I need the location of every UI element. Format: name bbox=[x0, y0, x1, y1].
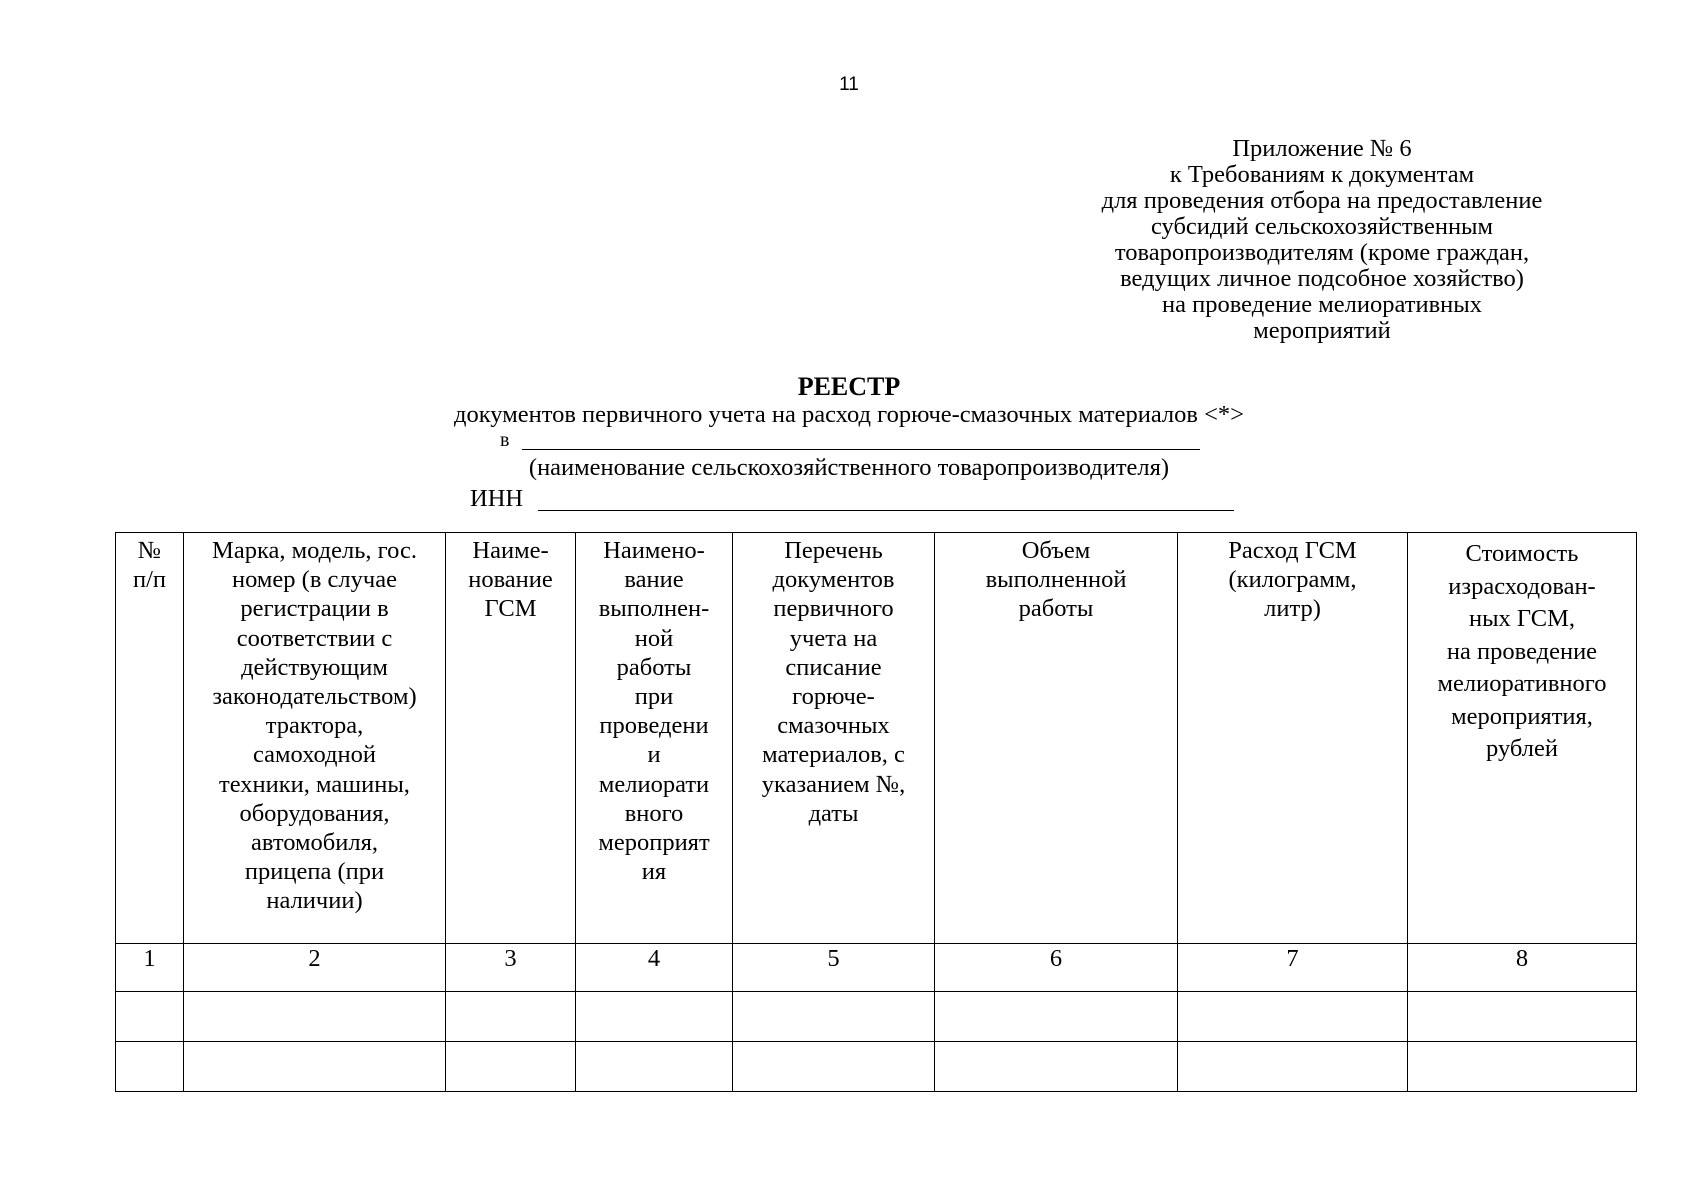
header-cell-documents: Перечень документов первичного учета на списание горюче- смазочных материалов, с указанием №, даты bbox=[733, 533, 935, 944]
empty-cell[interactable] bbox=[184, 1042, 446, 1092]
header-cell-number: № п/п bbox=[116, 533, 184, 944]
empty-cell[interactable] bbox=[576, 1042, 733, 1092]
empty-cell[interactable] bbox=[1178, 992, 1408, 1042]
header-cell-fuel-consumption: Расход ГСМ (килограмм, литр) bbox=[1178, 533, 1408, 944]
appendix-line: ведущих личное подсобное хозяйство) bbox=[1120, 265, 1524, 292]
empty-cell[interactable] bbox=[184, 992, 446, 1042]
empty-cell[interactable] bbox=[446, 992, 576, 1042]
column-number: 7 bbox=[1178, 944, 1408, 992]
appendix-note bbox=[1066, 136, 1578, 344]
table-header-row bbox=[116, 533, 1637, 944]
column-number: 4 bbox=[576, 944, 733, 992]
organization-line bbox=[500, 428, 509, 452]
inn-label: ИНН bbox=[470, 485, 524, 512]
empty-cell[interactable] bbox=[733, 1042, 935, 1092]
header-cell-work-volume: Объем выполненной работы bbox=[935, 533, 1178, 944]
column-number: 3 bbox=[446, 944, 576, 992]
empty-cell[interactable] bbox=[1408, 992, 1637, 1042]
empty-cell[interactable] bbox=[1408, 1042, 1637, 1092]
appendix-line: к Требованиям к документам bbox=[1169, 161, 1475, 188]
column-number: 6 bbox=[935, 944, 1178, 992]
column-number: 2 bbox=[184, 944, 446, 992]
appendix-line: на проведение мелиоративных bbox=[1162, 291, 1482, 318]
column-number: 8 bbox=[1408, 944, 1637, 992]
empty-cell[interactable] bbox=[116, 1042, 184, 1092]
header-cell-work-name: Наимено- вание выполнен- ной работы при проведени и мелиорати вного мероприят ия bbox=[576, 533, 733, 944]
page-number: 11 bbox=[839, 74, 859, 95]
table-row-empty bbox=[116, 992, 1637, 1042]
header-cell-cost: Стоимость израсходован- ных ГСМ, на проведение мелиоративного мероприятия, рублей bbox=[1408, 533, 1637, 944]
appendix-line: субсидий сельскохозяйственным bbox=[1150, 213, 1494, 240]
registry-table bbox=[115, 532, 1637, 1092]
organization-blank-field[interactable] bbox=[522, 449, 1200, 450]
appendix-line: товаропроизводителям (кроме граждан, bbox=[1114, 239, 1530, 266]
inn-blank-field[interactable] bbox=[538, 510, 1234, 511]
column-number: 1 bbox=[116, 944, 184, 992]
empty-cell[interactable] bbox=[733, 992, 935, 1042]
column-number: 5 bbox=[733, 944, 935, 992]
organization-prefix: в bbox=[500, 429, 510, 451]
appendix-line: мероприятий bbox=[1253, 317, 1391, 344]
organization-caption: (наименование сельскохозяйственного товаропроизводителя) bbox=[528, 454, 1170, 481]
header-cell-vehicle: Марка, модель, гос. номер (в случае регистрации в соответствии с действующим законодательством) трактора, самоходной техники, машины, оборудования, автомобиля, прицепа (при наличии) bbox=[184, 533, 446, 944]
column-number-row bbox=[116, 944, 1637, 992]
appendix-line: для проведения отбора на предоставление bbox=[1101, 187, 1543, 214]
document-title: РЕЕСТР bbox=[797, 372, 901, 401]
appendix-line: Приложение № 6 bbox=[1232, 135, 1412, 162]
empty-cell[interactable] bbox=[576, 992, 733, 1042]
document-subtitle: документов первичного учета на расход горюче-смазочных материалов <*> bbox=[454, 401, 1244, 428]
header-cell-fuel-name: Наиме- нование ГСМ bbox=[446, 533, 576, 944]
empty-cell[interactable] bbox=[116, 992, 184, 1042]
inn-line bbox=[470, 485, 523, 513]
empty-cell[interactable] bbox=[1178, 1042, 1408, 1092]
empty-cell[interactable] bbox=[935, 992, 1178, 1042]
empty-cell[interactable] bbox=[935, 1042, 1178, 1092]
empty-cell[interactable] bbox=[446, 1042, 576, 1092]
table-row-empty bbox=[116, 1042, 1637, 1092]
